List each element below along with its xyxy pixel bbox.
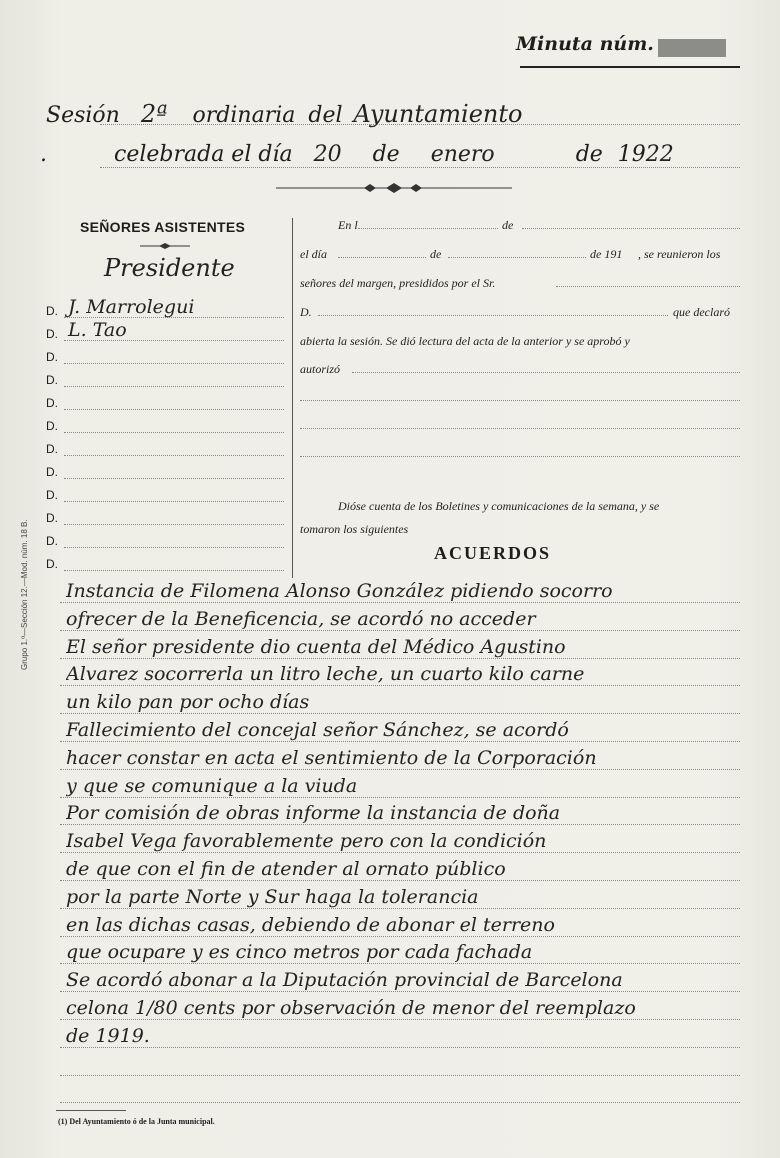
writing-rule bbox=[60, 824, 740, 825]
handwritten-line: de 1919. bbox=[66, 1024, 150, 1047]
sidebar-code: Grupo 1.º—Sección 12.—Mod. núm. 18 B. bbox=[20, 519, 29, 670]
handwritten-line: El señor presidente dio cuenta del Médico Agustino bbox=[66, 635, 566, 658]
dia-rule bbox=[338, 257, 426, 258]
assistant-d-label: D. bbox=[46, 442, 58, 456]
autorizo-rule bbox=[352, 372, 740, 373]
writing-rule bbox=[60, 713, 740, 714]
assistant-d-label: D. bbox=[46, 534, 58, 548]
writing-rule bbox=[60, 769, 740, 770]
presidente-rule bbox=[556, 286, 740, 287]
assistant-d-label: D. bbox=[46, 557, 58, 571]
de-year-label: de bbox=[575, 142, 603, 167]
year-hand: 22 bbox=[645, 142, 674, 167]
celebrada-rule bbox=[100, 167, 740, 168]
small-ornament bbox=[140, 242, 190, 250]
assistant-name: L. Tao bbox=[68, 319, 127, 341]
writing-rule bbox=[60, 852, 740, 853]
abierta-line: abierta la sesión. Se dió lectura del acta de la anterior y se aprobó y bbox=[300, 334, 630, 348]
assistant-d-label: D. bbox=[46, 373, 58, 387]
minuta-number-box bbox=[658, 39, 726, 57]
assistant-rule bbox=[64, 455, 284, 456]
handwritten-line: ofrecer de la Beneficencia, se acordó no acceder bbox=[66, 607, 536, 630]
d-president-rule bbox=[318, 315, 668, 316]
assistant-d-label: D. bbox=[46, 350, 58, 364]
footnote-rule bbox=[56, 1110, 126, 1111]
que-declaro-label: que declaró bbox=[673, 305, 730, 319]
de-label: de bbox=[372, 142, 400, 167]
writing-rule bbox=[60, 963, 740, 964]
assistant-rule bbox=[64, 478, 284, 479]
de1-rule bbox=[522, 228, 740, 229]
de1-label: de bbox=[502, 218, 514, 232]
writing-rule bbox=[60, 685, 740, 686]
del-label: del bbox=[308, 103, 343, 128]
handwritten-line: celona 1/80 cents por observación de menor del reemplazo bbox=[66, 997, 636, 1019]
writing-rule bbox=[60, 602, 740, 603]
acuerdos-title: ACUERDOS bbox=[434, 543, 552, 563]
assistant-d-label: D. bbox=[46, 511, 58, 525]
assistant-d-label: D. bbox=[46, 465, 58, 479]
assistant-d-label: D. bbox=[46, 304, 58, 318]
de2-label: de bbox=[430, 247, 442, 261]
assistant-d-label: D. bbox=[46, 419, 58, 433]
el-dia-label: el día bbox=[300, 247, 327, 261]
writing-rule bbox=[60, 880, 740, 881]
minuta-label: Minuta núm. bbox=[516, 33, 654, 55]
writing-rule bbox=[60, 991, 740, 992]
handwritten-line: Isabel Vega favorablemente pero con la condición bbox=[66, 830, 547, 853]
sesion-label: Sesión bbox=[46, 103, 120, 128]
d-president-label: D. bbox=[300, 305, 312, 319]
assistant-rule bbox=[64, 524, 284, 525]
celebrada-label: celebrada el día bbox=[114, 142, 293, 167]
assistant-rule bbox=[64, 570, 284, 571]
assistants-title: SEÑORES ASISTENTES bbox=[80, 219, 246, 235]
handwritten-line: Alvarez socorrerla un litro leche, un cuarto kilo carne bbox=[66, 663, 585, 686]
handwritten-line: Fallecimiento del concejal señor Sánchez, se acordó bbox=[66, 719, 569, 741]
handwritten-line: que ocupare y es cinco metros por cada fachada bbox=[66, 941, 533, 964]
session-number: 2ª bbox=[140, 100, 168, 128]
assistant-name: J. Marrolegui bbox=[68, 296, 195, 318]
writing-rule bbox=[60, 658, 740, 659]
assistant-rule bbox=[64, 432, 284, 433]
de-191-label: de 191 bbox=[590, 247, 623, 261]
ordinaria-label: ordinaria bbox=[192, 103, 296, 128]
writing-rule bbox=[60, 908, 740, 909]
handwritten-line: un kilo pan por ocho días bbox=[66, 691, 310, 714]
writing-rule bbox=[60, 936, 740, 937]
writing-rule bbox=[60, 797, 740, 798]
assistant-d-label: D. bbox=[46, 396, 58, 410]
handwritten-line: en las dichas casas, debiendo de abonar el terreno bbox=[66, 913, 555, 936]
en-label: En l bbox=[338, 218, 358, 232]
blank-rule-3 bbox=[300, 456, 740, 457]
assistant-d-label: D. bbox=[46, 327, 58, 341]
handwritten-line: Instancia de Filomena Alonso González pidiendo socorro bbox=[66, 580, 613, 602]
column-divider bbox=[292, 218, 293, 578]
writing-rule bbox=[60, 630, 740, 631]
handwritten-line: y que se comunique a la viuda bbox=[66, 774, 358, 797]
writing-rule bbox=[60, 741, 740, 742]
writing-rule bbox=[60, 1047, 740, 1048]
assistant-d-label: D. bbox=[46, 488, 58, 502]
footnote: (1) Del Ayuntamiento ó de la Junta municipal. bbox=[58, 1117, 215, 1126]
handwritten-line: Por comisión de obras informe la instancia de doña bbox=[66, 802, 561, 825]
handwritten-line: por la parte Norte y Sur haga la tolerancia bbox=[66, 885, 479, 908]
day-value: 20 bbox=[313, 142, 342, 167]
session-body: Ayuntamiento bbox=[353, 100, 523, 128]
sesion-rule bbox=[100, 124, 740, 125]
assistant-rule bbox=[64, 363, 284, 364]
handwritten-line: hacer constar en acta el sentimiento de la Corporación bbox=[66, 746, 597, 769]
senores-line: señores del margen, presididos por el Sr. bbox=[300, 276, 496, 290]
writing-rule bbox=[60, 1075, 740, 1076]
assistant-rule bbox=[64, 386, 284, 387]
ornament-divider bbox=[276, 182, 512, 194]
handwritten-line: Se acordó abonar a la Diputación provincial de Barcelona bbox=[66, 969, 623, 992]
assistant-rule bbox=[64, 409, 284, 410]
mes-rule bbox=[448, 257, 586, 258]
president-label: Presidente bbox=[104, 254, 235, 282]
diose-line-1: Dióse cuenta de los Boletines y comunicaciones de la semana, y se bbox=[338, 499, 660, 513]
blank-rule-1 bbox=[300, 400, 740, 401]
blank-rule-2 bbox=[300, 428, 740, 429]
month-value: enero bbox=[430, 142, 495, 167]
se-reunieron-label: , se reunieron los bbox=[638, 247, 721, 261]
assistant-rule bbox=[64, 547, 284, 548]
assistant-rule bbox=[64, 501, 284, 502]
diose-line-2: tomaron los siguientes bbox=[300, 522, 409, 536]
year-printed: 19 bbox=[617, 142, 646, 167]
celebrada-line: . celebrada el día 20 de enero de 1922 bbox=[40, 142, 674, 167]
handwritten-line: de que con el fin de atender al ornato público bbox=[66, 858, 506, 880]
header-rule bbox=[520, 66, 740, 68]
en-rule bbox=[358, 228, 498, 229]
writing-rule bbox=[60, 1019, 740, 1020]
writing-rule bbox=[60, 1102, 740, 1103]
autorizo-label: autorizó bbox=[300, 362, 341, 376]
